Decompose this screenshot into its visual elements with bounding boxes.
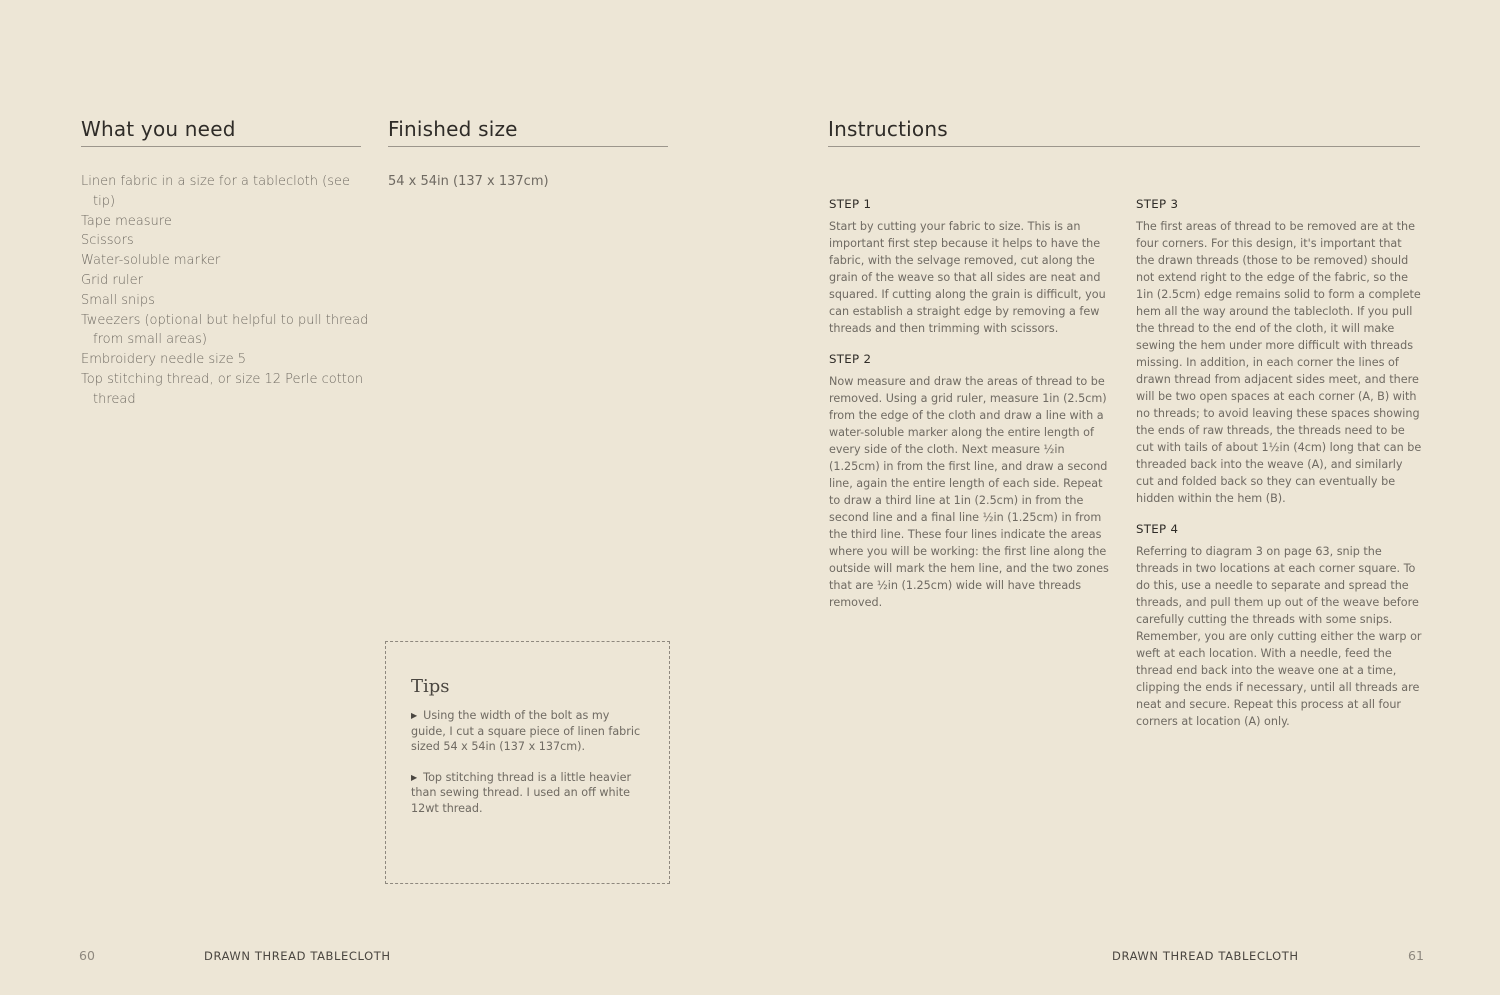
- step-3-title: STEP 3: [1136, 197, 1179, 211]
- page-number-left: 60: [79, 948, 95, 963]
- list-item: Grid ruler: [81, 272, 143, 288]
- finished-size-value: 54 x 54in (137 x 137cm): [388, 174, 549, 189]
- list-item: Tape measure: [81, 213, 172, 229]
- step-3-body: The first areas of thread to be removed are at the four corners. For this design, it's important that the drawn threads (those to be removed) should not extend right to the edge of the fabric, so the 1in (2.5cm) edge remains solid to form a complete hem all the way around the tablecloth. If you pull the thread to the end of the cloth, it will make sewing the hem under more difficult with threads missing. In addition, in each corner the lines of drawn thread from adjacent sides meet, and there will be two open spaces at each corner (A, B) with no threads; to avoid leaving these spaces showing the ends of raw threads, the threads need to be cut with tails of about 1½in (4cm) long that can be threaded back into the weave (A), and similarly cut and folded back so they can eventually be hidden within the hem (B).: [1136, 220, 1422, 505]
- page-number-right: 61: [1408, 948, 1424, 963]
- running-title-right: DRAWN THREAD TABLECLOTH: [1112, 949, 1299, 963]
- triangle-bullet-icon: ▶: [411, 772, 418, 782]
- tip-item: [411, 708, 643, 755]
- list-item: Top stitching thread, or size 12 Perle cotton thread: [81, 371, 364, 407]
- list-item: Scissors: [81, 233, 134, 249]
- instructions-column-left: [829, 196, 1113, 625]
- step-1-title: STEP 1: [829, 197, 872, 211]
- list-item: Linen fabric in a size for a tablecloth (see tip): [81, 174, 350, 209]
- list-item: Water-soluble marker: [81, 253, 221, 269]
- tip-item: [411, 770, 643, 817]
- step-4-title: STEP 4: [1136, 522, 1179, 536]
- what-you-need-heading: What you need: [81, 116, 361, 147]
- list-item: Tweezers (optional but helpful to pull thread from small areas): [81, 312, 369, 348]
- tip-text: Top stitching thread is a little heavier than sewing thread. I used an off white 12wt thread.: [411, 770, 632, 815]
- list-item: Embroidery needle size 5: [81, 352, 247, 368]
- instructions-heading: Instructions: [828, 116, 1420, 147]
- tips-list: [411, 708, 643, 832]
- step-2-title: STEP 2: [829, 352, 872, 366]
- list-item: Small snips: [81, 292, 155, 308]
- triangle-bullet-icon: ▶: [411, 711, 418, 720]
- tips-box: [385, 641, 670, 884]
- finished-size-heading: Finished size: [388, 116, 668, 147]
- step-2-body: Now measure and draw the areas of thread to be removed. Using a grid ruler, measure 1in (2.5cm) from the edge of the cloth and draw a line with a water-soluble marker along the entire length of every side of the cloth. Next measure ½in (1.25cm) in from the first line, and draw a second line, again the entire length of each side. Repeat to draw a third line at 1in (2.5cm) in from the second line and a final line ½in (1.25cm) in from the third line. These four lines indicate the areas where you will be working: the first line along the outside will mark the hem line, and the two zones that are ½in (1.25cm) wide will have threads removed.: [829, 375, 1109, 609]
- tip-text: Using the width of the bolt as my guide, I cut a square piece of linen fabric sized 54 x 54in (137 x 137cm).: [411, 709, 641, 754]
- instructions-column-right: [1136, 196, 1422, 744]
- tips-title: Tips: [411, 676, 450, 697]
- step-4-body: Referring to diagram 3 on page 63, snip the threads in two locations at each corner square. To do this, use a needle to separate and spread the threads, and pull them up out of the weave before carefully cutting the threads with some snips. Remember, you are only cutting either the warp or weft at each location. With a needle, feed the thread end back into the weave one at a time, clipping the ends if necessary, until all threads are neat and secure. Repeat this process at all four corners at location (A) only.: [1136, 545, 1422, 728]
- running-title-left: DRAWN THREAD TABLECLOTH: [204, 949, 391, 963]
- step-1-body: Start by cutting your fabric to size. This is an important first step because it helps to have the fabric, with the selvage removed, cut along the grain of the weave so that all sides are neat and squared. If cutting along the grain is difficult, you can establish a straight edge by removing a few threads and then trimming with scissors.: [829, 220, 1106, 335]
- materials-list: [81, 172, 371, 410]
